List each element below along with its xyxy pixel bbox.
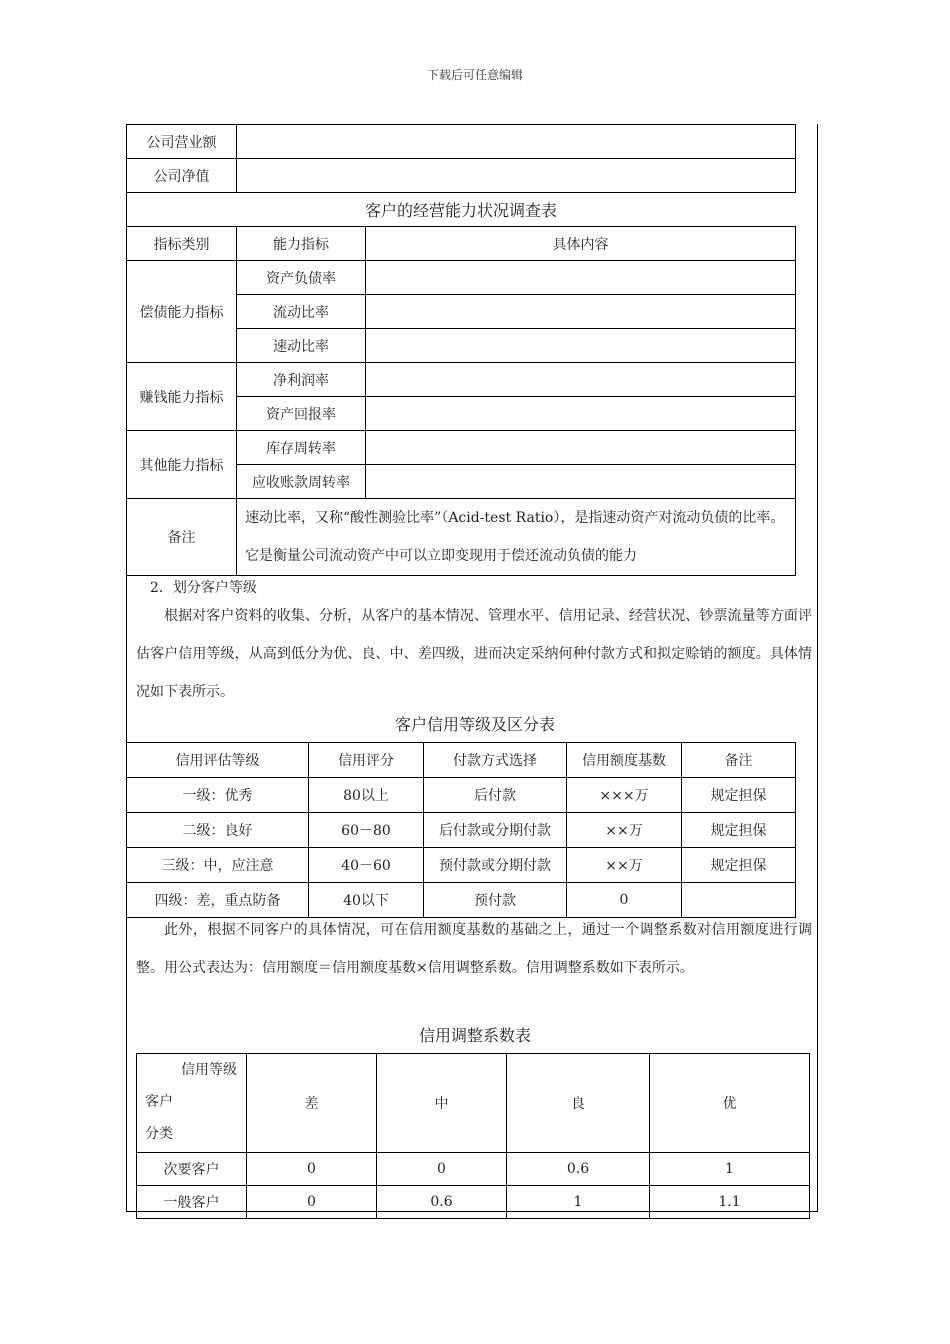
grade-cell: 一级：优秀 xyxy=(127,778,309,813)
table-row xyxy=(127,813,796,848)
coefficient-cell: 0 xyxy=(377,1153,507,1186)
header-content: 具体内容 xyxy=(366,227,796,261)
table-row xyxy=(127,778,796,813)
header-indicator: 能力指标 xyxy=(237,227,366,261)
header-medium: 中 xyxy=(377,1054,507,1153)
table-row xyxy=(137,1186,810,1219)
header-grade: 信用评估等级 xyxy=(127,743,309,778)
section-paragraph: 根据对客户资料的收集、分析，从客户的基本情况、管理水平、信用记录、经营状况、钞票流量等方面评估客户信用等级，从高到低分为优、良、中、差四级，进而决定采纳何种付款方式和拟定赊销的额度。具体情况如下表所示。 xyxy=(136,608,812,700)
header-remark: 备注 xyxy=(682,743,796,778)
score-cell: 80以上 xyxy=(309,778,424,813)
header-category: 指标类别 xyxy=(127,227,237,261)
adjust-paragraph: 此外，根据不同客户的具体情况，可在信用额度基数的基础之上，通过一个调整系数对信用额度进行调整。用公式表达为：信用额度＝信用额度基数×信用调整系数。信用调整系数如下表所示。 xyxy=(136,922,812,976)
indicator-net-margin: 净利润率 xyxy=(237,363,366,397)
indicator-current-ratio: 流动比率 xyxy=(237,295,366,329)
category-other: 其他能力指标 xyxy=(127,431,237,499)
company-net-worth-value xyxy=(237,159,796,193)
grade-cell: 四级：差，重点防备 xyxy=(127,883,309,918)
coefficient-cell: 0.6 xyxy=(507,1153,650,1186)
header-payment: 付款方式选择 xyxy=(424,743,567,778)
corner-grade-label: 信用等级 xyxy=(181,1062,237,1078)
table-header-row xyxy=(137,1054,810,1153)
payment-cell: 预付款 xyxy=(424,883,567,918)
credit-table-title: 客户信用等级及区分表 xyxy=(394,715,555,734)
indicator-quick-ratio: 速动比率 xyxy=(237,329,366,363)
corner-customer-label: 客户 xyxy=(145,1094,173,1110)
corner-class-label: 分类 xyxy=(145,1126,173,1142)
header-credit-base: 信用额度基数 xyxy=(567,743,682,778)
company-revenue-label: 公司营业额 xyxy=(127,125,237,159)
category-profitability: 赚钱能力指标 xyxy=(127,363,237,431)
content-cell xyxy=(366,329,796,363)
coefficient-cell: 1 xyxy=(507,1186,650,1219)
grade-cell: 二级：良好 xyxy=(127,813,309,848)
credit-grade-table xyxy=(126,742,796,918)
table-row xyxy=(127,431,796,465)
ability-survey-table xyxy=(126,124,796,576)
table-row xyxy=(127,261,796,295)
table-row xyxy=(127,159,796,193)
customer-class-cell: 一般客户 xyxy=(137,1186,247,1219)
corner-cell xyxy=(137,1054,247,1153)
credit-adjust-table xyxy=(136,1053,810,1219)
table-row xyxy=(127,193,796,227)
remark-cell: 规定担保 xyxy=(682,848,796,883)
ability-table-title: 客户的经营能力状况调查表 xyxy=(127,193,796,227)
company-revenue-value xyxy=(237,125,796,159)
table-row xyxy=(127,125,796,159)
header-poor: 差 xyxy=(247,1054,377,1153)
payment-cell: 后付款或分期付款 xyxy=(424,813,567,848)
category-solvency: 偿债能力指标 xyxy=(127,261,237,363)
indicator-roa: 资产回报率 xyxy=(237,397,366,431)
credit-base-cell: ×××万 xyxy=(567,778,682,813)
coefficient-cell: 0.6 xyxy=(377,1186,507,1219)
indicator-inventory-turnover: 库存周转率 xyxy=(237,431,366,465)
score-cell: 40－60 xyxy=(309,848,424,883)
header-good: 良 xyxy=(507,1054,650,1153)
section-heading: 2．划分客户等级 xyxy=(150,580,257,596)
credit-base-cell: ××万 xyxy=(567,848,682,883)
coefficient-cell: 1 xyxy=(650,1153,810,1186)
payment-cell: 后付款 xyxy=(424,778,567,813)
customer-class-cell: 次要客户 xyxy=(137,1153,247,1186)
content-cell xyxy=(366,295,796,329)
content-cell xyxy=(366,261,796,295)
credit-base-cell: ××万 xyxy=(567,813,682,848)
remark-cell: 规定担保 xyxy=(682,813,796,848)
page-header: 下载后可任意编辑 xyxy=(426,68,523,82)
grade-cell: 三级：中，应注意 xyxy=(127,848,309,883)
table-row xyxy=(137,1153,810,1186)
content-cell xyxy=(366,397,796,431)
header-score: 信用评分 xyxy=(309,743,424,778)
content-cell xyxy=(366,465,796,499)
content-cell xyxy=(366,431,796,465)
note-label: 备注 xyxy=(127,499,237,576)
header-excellent: 优 xyxy=(650,1054,810,1153)
content-cell xyxy=(366,363,796,397)
table-row xyxy=(127,363,796,397)
score-cell: 60－80 xyxy=(309,813,424,848)
indicator-receivables-turnover: 应收账款周转率 xyxy=(237,465,366,499)
coefficient-cell: 0 xyxy=(247,1186,377,1219)
score-cell: 40以下 xyxy=(309,883,424,918)
payment-cell: 预付款或分期付款 xyxy=(424,848,567,883)
remark-cell: 规定担保 xyxy=(682,778,796,813)
credit-base-cell: 0 xyxy=(567,883,682,918)
table-row xyxy=(127,848,796,883)
table-row xyxy=(127,499,796,576)
indicator-debt-ratio: 资产负债率 xyxy=(237,261,366,295)
coefficient-cell: 1.1 xyxy=(650,1186,810,1219)
adjust-table-title: 信用调整系数表 xyxy=(418,1026,531,1045)
table-header-row xyxy=(127,743,796,778)
coefficient-cell: 0 xyxy=(247,1153,377,1186)
note-text: 速动比率，又称“酸性测验比率”（Acid-test Ratio），是指速动资产对流动负债的比率。它是衡量公司流动资产中可以立即变现用于偿还流动负债的能力 xyxy=(237,499,796,576)
table-header-row xyxy=(127,227,796,261)
company-net-worth-label: 公司净值 xyxy=(127,159,237,193)
